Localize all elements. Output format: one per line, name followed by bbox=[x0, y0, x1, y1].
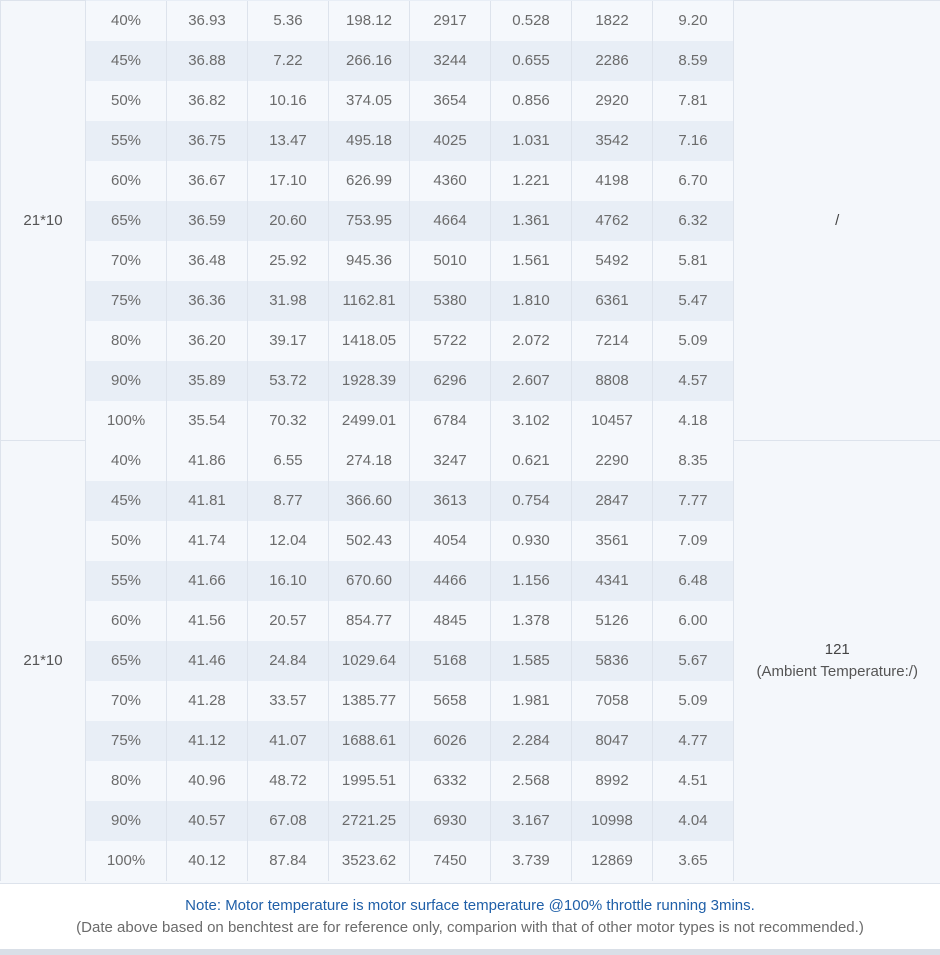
data-cell: 4198 bbox=[572, 161, 653, 201]
data-cell: 5010 bbox=[410, 241, 491, 281]
data-cell: 1.561 bbox=[491, 241, 572, 281]
data-cell: 2290 bbox=[572, 441, 653, 481]
data-cell: 5.09 bbox=[653, 321, 734, 361]
table-body bbox=[1, 1, 940, 881]
disclaimer-note: (Date above based on benchtest are for reference only, comparion with that of other motor types is not recommended.) bbox=[76, 919, 864, 936]
data-cell: 4054 bbox=[410, 521, 491, 561]
data-cell: 36.59 bbox=[167, 201, 248, 241]
data-cell: 70% bbox=[86, 681, 167, 721]
data-cell: 3613 bbox=[410, 481, 491, 521]
data-cell: 5658 bbox=[410, 681, 491, 721]
data-cell: 502.43 bbox=[329, 521, 410, 561]
data-cell: 31.98 bbox=[248, 281, 329, 321]
note-area bbox=[0, 883, 940, 950]
data-cell: 1.810 bbox=[491, 281, 572, 321]
data-cell: 5.47 bbox=[653, 281, 734, 321]
data-cell: 8808 bbox=[572, 361, 653, 401]
data-cell: 12.04 bbox=[248, 521, 329, 561]
data-cell: 4664 bbox=[410, 201, 491, 241]
temperature-value: / bbox=[835, 211, 840, 229]
data-cell: 4025 bbox=[410, 121, 491, 161]
data-cell: 753.95 bbox=[329, 201, 410, 241]
data-cell: 41.12 bbox=[167, 721, 248, 761]
data-cell: 3654 bbox=[410, 81, 491, 121]
data-cell: 41.46 bbox=[167, 641, 248, 681]
data-cell: 1.156 bbox=[491, 561, 572, 601]
data-cell: 5.67 bbox=[653, 641, 734, 681]
data-cell: 4.18 bbox=[653, 401, 734, 441]
data-cell: 6.70 bbox=[653, 161, 734, 201]
data-cell: 35.54 bbox=[167, 401, 248, 441]
data-cell: 1.031 bbox=[491, 121, 572, 161]
data-cell: 70.32 bbox=[248, 401, 329, 441]
data-cell: 70% bbox=[86, 241, 167, 281]
data-cell: 50% bbox=[86, 81, 167, 121]
data-cell: 6296 bbox=[410, 361, 491, 401]
data-cell: 12869 bbox=[572, 841, 653, 881]
data-cell: 7214 bbox=[572, 321, 653, 361]
data-cell: 36.20 bbox=[167, 321, 248, 361]
data-cell: 40% bbox=[86, 1, 167, 41]
data-cell: 45% bbox=[86, 41, 167, 81]
data-cell: 626.99 bbox=[329, 161, 410, 201]
data-cell: 3.739 bbox=[491, 841, 572, 881]
data-cell: 2499.01 bbox=[329, 401, 410, 441]
data-cell: 36.75 bbox=[167, 121, 248, 161]
data-cell: 0.754 bbox=[491, 481, 572, 521]
data-cell: 1928.39 bbox=[329, 361, 410, 401]
data-cell: 5.36 bbox=[248, 1, 329, 41]
data-cell: 41.86 bbox=[167, 441, 248, 481]
data-cell: 5126 bbox=[572, 601, 653, 641]
data-cell: 0.856 bbox=[491, 81, 572, 121]
temperature-note: Note: Motor temperature is motor surface temperature @100% throttle running 3mins. bbox=[185, 897, 755, 914]
data-cell: 4762 bbox=[572, 201, 653, 241]
data-cell: 41.74 bbox=[167, 521, 248, 561]
data-cell: 670.60 bbox=[329, 561, 410, 601]
data-cell: 60% bbox=[86, 161, 167, 201]
data-cell: 55% bbox=[86, 121, 167, 161]
data-cell: 36.88 bbox=[167, 41, 248, 81]
data-cell: 16.10 bbox=[248, 561, 329, 601]
data-cell: 1.361 bbox=[491, 201, 572, 241]
data-cell: 1.221 bbox=[491, 161, 572, 201]
data-cell: 2721.25 bbox=[329, 801, 410, 841]
data-cell: 36.82 bbox=[167, 81, 248, 121]
temperature-value: 121 bbox=[824, 640, 850, 658]
data-cell: 75% bbox=[86, 721, 167, 761]
data-cell: 36.36 bbox=[167, 281, 248, 321]
data-cell: 3523.62 bbox=[329, 841, 410, 881]
data-cell: 495.18 bbox=[329, 121, 410, 161]
data-cell: 8.59 bbox=[653, 41, 734, 81]
data-cell: 6.32 bbox=[653, 201, 734, 241]
data-cell: 10998 bbox=[572, 801, 653, 841]
data-cell: 7.16 bbox=[653, 121, 734, 161]
data-cell: 36.48 bbox=[167, 241, 248, 281]
data-cell: 90% bbox=[86, 801, 167, 841]
data-cell: 3244 bbox=[410, 41, 491, 81]
data-cell: 4.04 bbox=[653, 801, 734, 841]
data-cell: 41.56 bbox=[167, 601, 248, 641]
data-cell: 40.96 bbox=[167, 761, 248, 801]
data-cell: 25.92 bbox=[248, 241, 329, 281]
data-cell: 2847 bbox=[572, 481, 653, 521]
data-cell: 8.77 bbox=[248, 481, 329, 521]
data-cell: 6361 bbox=[572, 281, 653, 321]
propeller-cell: 21*10 bbox=[1, 1, 86, 441]
propeller-cell: 21*10 bbox=[1, 441, 86, 881]
data-cell: 36.67 bbox=[167, 161, 248, 201]
data-cell: 41.81 bbox=[167, 481, 248, 521]
data-cell: 5.81 bbox=[653, 241, 734, 281]
data-cell: 1.378 bbox=[491, 601, 572, 641]
data-cell: 854.77 bbox=[329, 601, 410, 641]
data-cell: 4360 bbox=[410, 161, 491, 201]
data-cell: 1.585 bbox=[491, 641, 572, 681]
data-cell: 10457 bbox=[572, 401, 653, 441]
data-cell: 40.57 bbox=[167, 801, 248, 841]
data-cell: 40.12 bbox=[167, 841, 248, 881]
data-cell: 1029.64 bbox=[329, 641, 410, 681]
data-cell: 2920 bbox=[572, 81, 653, 121]
data-cell: 45% bbox=[86, 481, 167, 521]
data-cell: 0.930 bbox=[491, 521, 572, 561]
data-cell: 87.84 bbox=[248, 841, 329, 881]
data-cell: 374.05 bbox=[329, 81, 410, 121]
data-cell: 8047 bbox=[572, 721, 653, 761]
data-cell: 1418.05 bbox=[329, 321, 410, 361]
data-cell: 7.77 bbox=[653, 481, 734, 521]
data-cell: 90% bbox=[86, 361, 167, 401]
data-cell: 3.102 bbox=[491, 401, 572, 441]
data-cell: 55% bbox=[86, 561, 167, 601]
data-cell: 75% bbox=[86, 281, 167, 321]
data-cell: 366.60 bbox=[329, 481, 410, 521]
data-cell: 1162.81 bbox=[329, 281, 410, 321]
data-cell: 1688.61 bbox=[329, 721, 410, 761]
data-cell: 100% bbox=[86, 841, 167, 881]
bottom-divider bbox=[0, 949, 940, 955]
data-cell: 41.66 bbox=[167, 561, 248, 601]
data-cell: 10.16 bbox=[248, 81, 329, 121]
data-cell: 2.568 bbox=[491, 761, 572, 801]
data-cell: 6930 bbox=[410, 801, 491, 841]
data-cell: 4.77 bbox=[653, 721, 734, 761]
data-cell: 4.57 bbox=[653, 361, 734, 401]
data-cell: 7058 bbox=[572, 681, 653, 721]
data-cell: 7.81 bbox=[653, 81, 734, 121]
data-cell: 6026 bbox=[410, 721, 491, 761]
data-cell: 0.655 bbox=[491, 41, 572, 81]
data-cell: 17.10 bbox=[248, 161, 329, 201]
data-cell: 274.18 bbox=[329, 441, 410, 481]
data-cell: 36.93 bbox=[167, 1, 248, 41]
data-cell: 5380 bbox=[410, 281, 491, 321]
data-cell: 13.47 bbox=[248, 121, 329, 161]
data-cell: 20.57 bbox=[248, 601, 329, 641]
data-cell: 8992 bbox=[572, 761, 653, 801]
data-cell: 65% bbox=[86, 201, 167, 241]
data-cell: 7.22 bbox=[248, 41, 329, 81]
data-cell: 6332 bbox=[410, 761, 491, 801]
data-cell: 48.72 bbox=[248, 761, 329, 801]
data-cell: 65% bbox=[86, 641, 167, 681]
data-cell: 1.981 bbox=[491, 681, 572, 721]
data-cell: 198.12 bbox=[329, 1, 410, 41]
data-cell: 0.528 bbox=[491, 1, 572, 41]
data-cell: 1822 bbox=[572, 1, 653, 41]
data-cell: 8.35 bbox=[653, 441, 734, 481]
data-cell: 100% bbox=[86, 401, 167, 441]
data-cell: 60% bbox=[86, 601, 167, 641]
table-row bbox=[1, 1, 940, 41]
data-cell: 5492 bbox=[572, 241, 653, 281]
data-cell: 80% bbox=[86, 321, 167, 361]
data-cell: 4.51 bbox=[653, 761, 734, 801]
data-cell: 3561 bbox=[572, 521, 653, 561]
data-cell: 5168 bbox=[410, 641, 491, 681]
table-row bbox=[1, 441, 940, 481]
motor-temperature-cell bbox=[734, 441, 940, 881]
ambient-temperature-note: (Ambient Temperature:/) bbox=[756, 662, 918, 680]
data-cell: 9.20 bbox=[653, 1, 734, 41]
data-cell: 39.17 bbox=[248, 321, 329, 361]
data-cell: 50% bbox=[86, 521, 167, 561]
data-cell: 33.57 bbox=[248, 681, 329, 721]
motor-temperature-cell bbox=[734, 1, 940, 441]
data-cell: 2.284 bbox=[491, 721, 572, 761]
data-cell: 6.00 bbox=[653, 601, 734, 641]
data-cell: 4845 bbox=[410, 601, 491, 641]
data-cell: 6.48 bbox=[653, 561, 734, 601]
data-cell: 3.167 bbox=[491, 801, 572, 841]
data-cell: 35.89 bbox=[167, 361, 248, 401]
data-cell: 41.07 bbox=[248, 721, 329, 761]
data-cell: 0.621 bbox=[491, 441, 572, 481]
data-cell: 6784 bbox=[410, 401, 491, 441]
data-cell: 2917 bbox=[410, 1, 491, 41]
data-cell: 3247 bbox=[410, 441, 491, 481]
data-cell: 4466 bbox=[410, 561, 491, 601]
data-cell: 2.072 bbox=[491, 321, 572, 361]
data-cell: 40% bbox=[86, 441, 167, 481]
data-cell: 80% bbox=[86, 761, 167, 801]
data-cell: 24.84 bbox=[248, 641, 329, 681]
data-cell: 2.607 bbox=[491, 361, 572, 401]
data-cell: 5836 bbox=[572, 641, 653, 681]
data-cell: 20.60 bbox=[248, 201, 329, 241]
data-cell: 266.16 bbox=[329, 41, 410, 81]
data-cell: 3542 bbox=[572, 121, 653, 161]
data-cell: 6.55 bbox=[248, 441, 329, 481]
data-cell: 4341 bbox=[572, 561, 653, 601]
data-cell: 53.72 bbox=[248, 361, 329, 401]
data-cell: 1385.77 bbox=[329, 681, 410, 721]
data-cell: 1995.51 bbox=[329, 761, 410, 801]
data-cell: 5.09 bbox=[653, 681, 734, 721]
data-cell: 945.36 bbox=[329, 241, 410, 281]
data-cell: 7.09 bbox=[653, 521, 734, 561]
data-cell: 3.65 bbox=[653, 841, 734, 881]
data-cell: 67.08 bbox=[248, 801, 329, 841]
data-cell: 41.28 bbox=[167, 681, 248, 721]
data-cell: 7450 bbox=[410, 841, 491, 881]
data-cell: 2286 bbox=[572, 41, 653, 81]
data-cell: 5722 bbox=[410, 321, 491, 361]
